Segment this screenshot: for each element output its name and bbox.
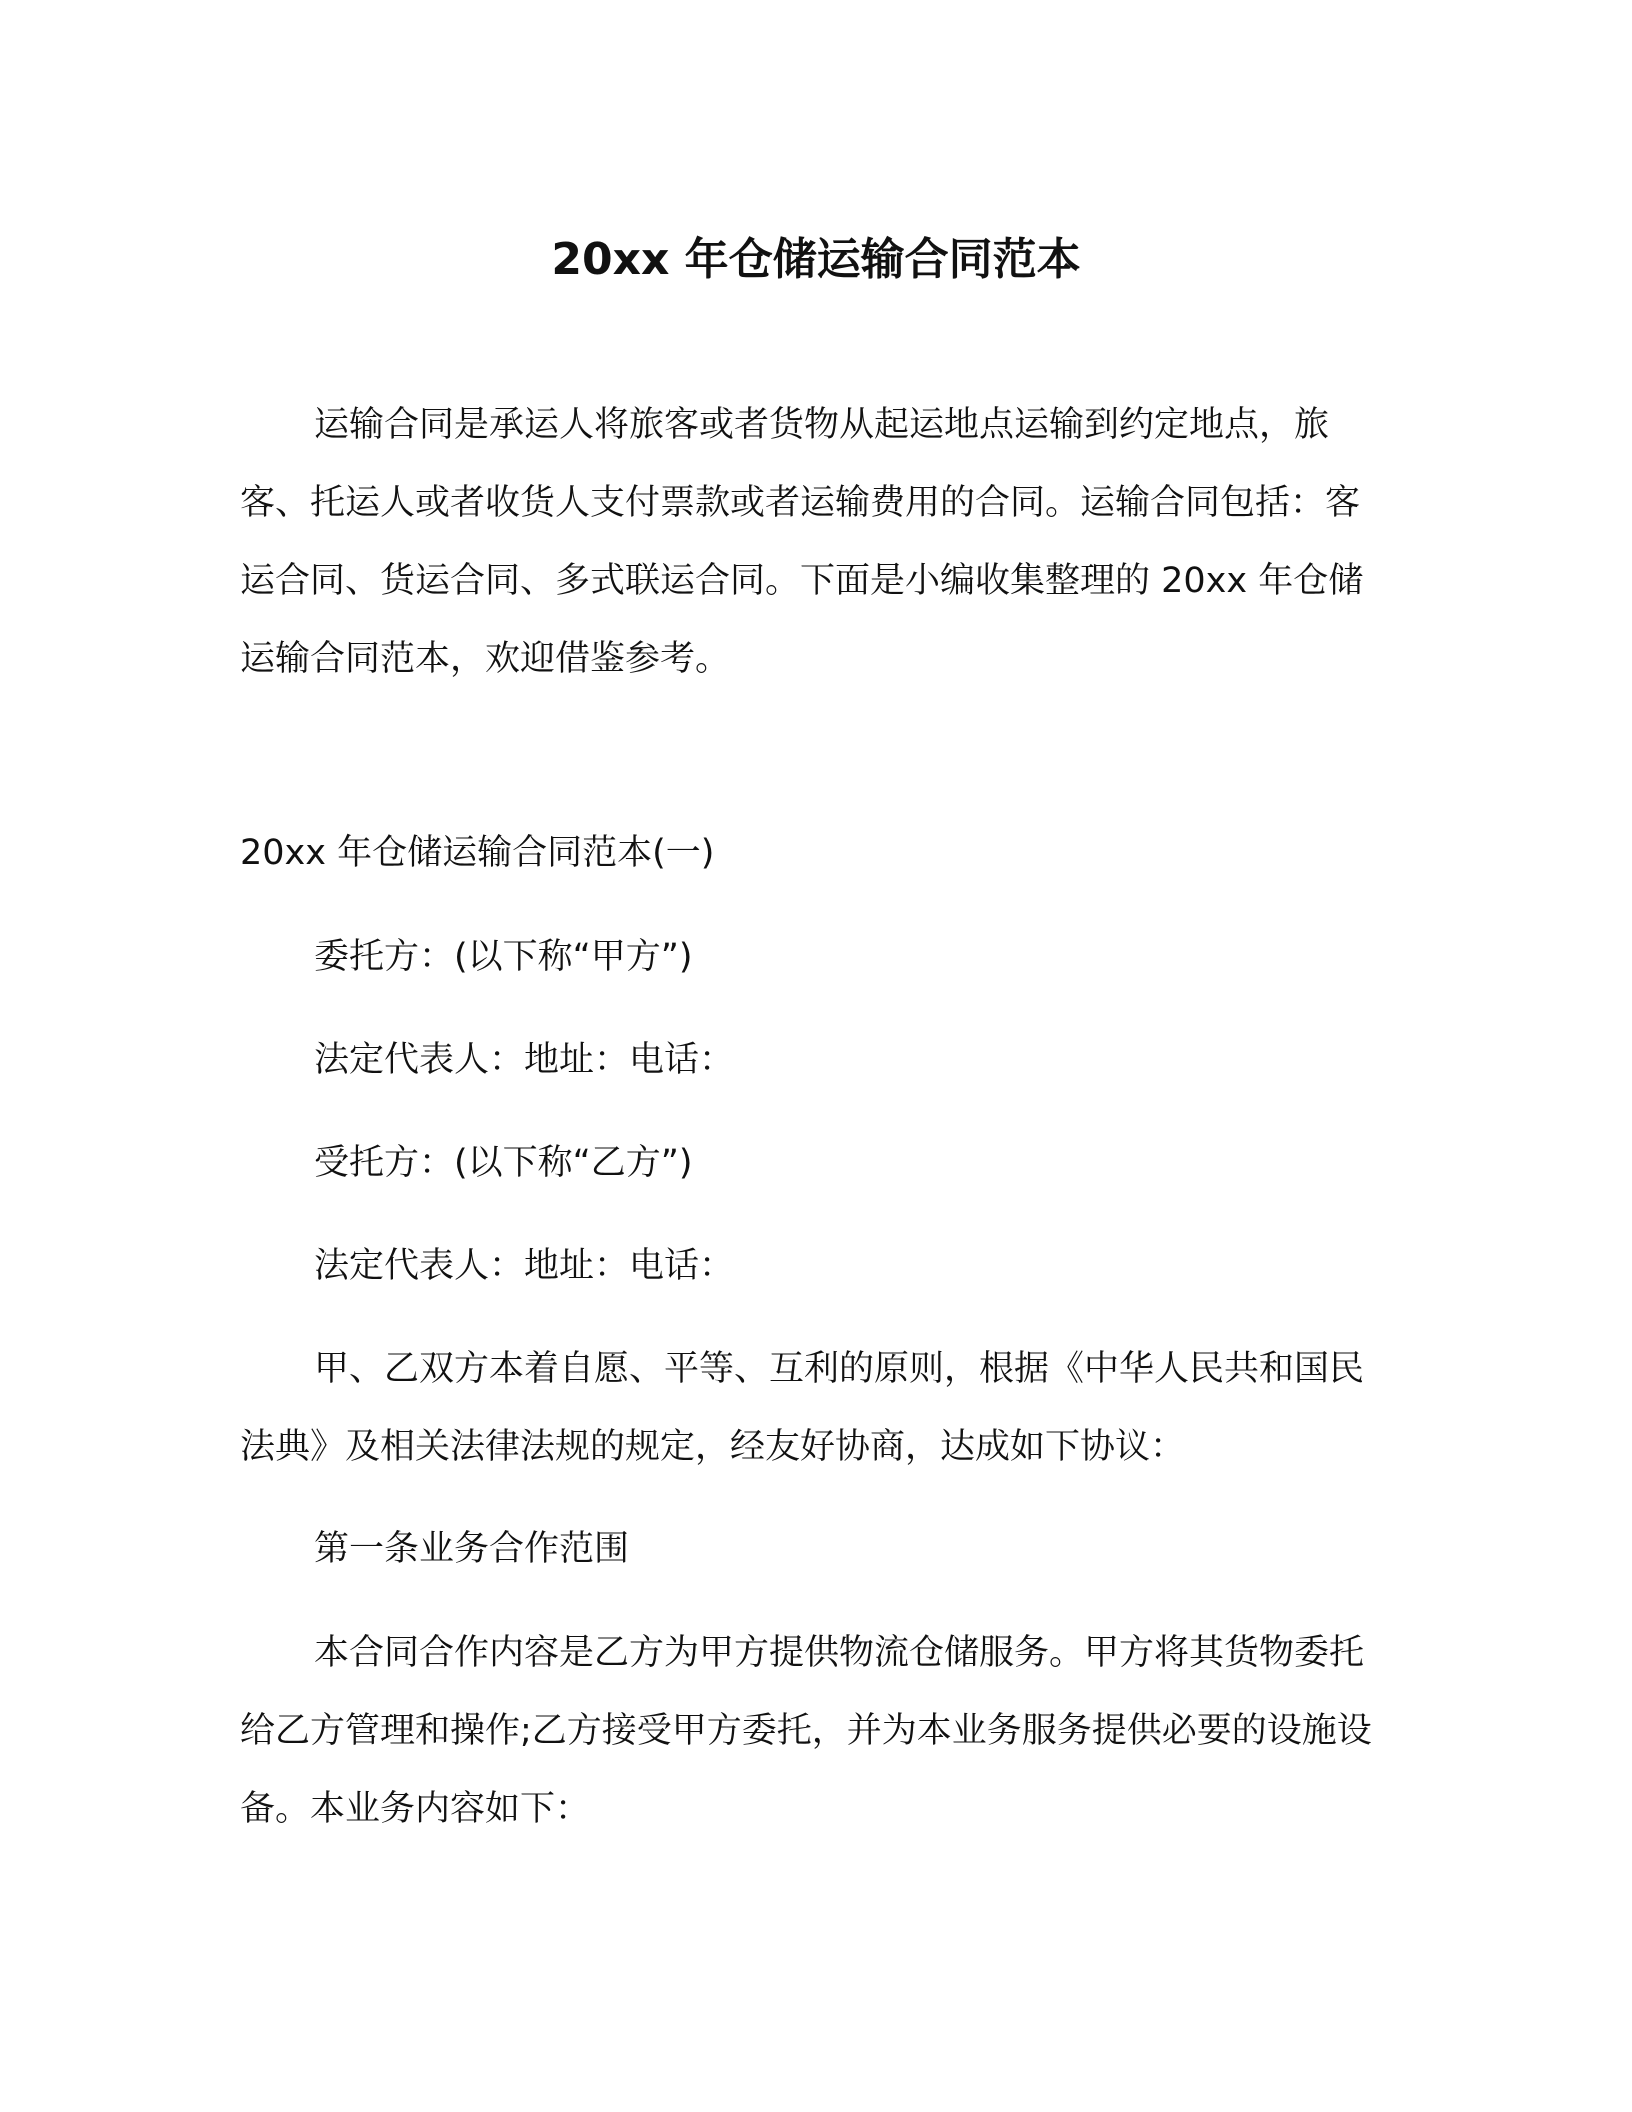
- document-title: 20xx 年仓储运输合同范本: [551, 234, 1081, 285]
- article-1-body: 本合同合作内容是乙方为甲方提供物流仓储服务。甲方将其货物委托给乙方管理和操作;乙方接受甲方委托，并为本业务服务提供必要的设施设备。本业务内容如下：: [240, 1633, 1372, 1829]
- party-b-representative-line: 法定代表人：地址：电话：: [314, 1246, 735, 1286]
- party-a-representative-line: 法定代表人：地址：电话：: [314, 1040, 735, 1080]
- preamble-paragraph: 甲、乙双方本着自愿、平等、互利的原则，根据《中华人民共和国民法典》及相关法律法规的规定，经友好协商，达成如下协议：: [240, 1349, 1365, 1467]
- article-1-title: 第一条业务合作范围: [314, 1529, 630, 1569]
- party-a-line: 委托方：(以下称“甲方”): [314, 937, 693, 977]
- party-b-line: 受托方：(以下称“乙方”): [314, 1143, 693, 1183]
- intro-paragraph: 运输合同是承运人将旅客或者货物从起运地点运输到约定地点，旅客、托运人或者收货人支付票款或者运输费用的合同。运输合同包括：客运合同、货运合同、多式联运合同。下面是小编收集整理的 20xx 年仓储运输合同范本，欢迎借鉴参考。: [240, 405, 1364, 679]
- section-heading: 20xx 年仓储运输合同范本(一): [240, 833, 715, 873]
